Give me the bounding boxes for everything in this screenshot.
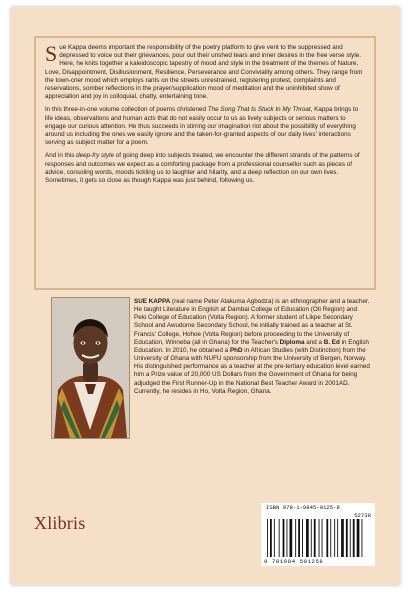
barcode-bar [314, 519, 316, 557]
barcode-bar [279, 519, 280, 557]
barcode-bar [274, 519, 275, 557]
barcode-bar [353, 519, 355, 557]
blurb-paragraph-3 [45, 152, 367, 185]
deep-fry-style: deep-fry style [76, 152, 114, 160]
barcode-bar [295, 519, 296, 557]
barcode-bar [270, 519, 272, 557]
book-title: The Song That Is Stuck In My Throat [207, 106, 311, 114]
isbn-digits: 9 781984 591258 [264, 558, 324, 565]
barcode-bar [298, 519, 300, 557]
blurb-paragraph-2 [45, 106, 367, 147]
bio-diploma: Diploma [279, 338, 305, 346]
barcode-bar [283, 519, 285, 557]
author-portrait-illustration [52, 298, 129, 438]
barcode-bar [326, 519, 328, 557]
author-bio [134, 298, 370, 396]
barcode-bar [362, 519, 363, 557]
barcode-bar [311, 519, 312, 557]
barcode-bar [350, 519, 351, 557]
barcode-bar [334, 519, 335, 557]
blurb-paragraph-1 [45, 41, 367, 101]
barcode-bar [267, 519, 268, 557]
barcode-bars [267, 519, 369, 557]
publisher-logo: Xlibris [34, 513, 86, 533]
barcode-bar [302, 519, 303, 557]
isbn-barcode [261, 503, 375, 566]
barcode-bar [287, 519, 288, 557]
bio-phd: PhD [229, 346, 243, 354]
bio-text-1: (real name Peter Atakuma Agbodza) is an ethnographer and a teacher. He taught Literature in English at Dambai College of Education (Oti Region) and Peki College of Education (Volta Region). A former student of Likpe Secondary School and Awudome Secondary School, he initially trained as a teacher at St. Francis' College, Hohoe (Volta Region) before proceeding to the University of Education, Winneba (all in Ghana) for the Teacher's [134, 298, 370, 346]
blurb [45, 41, 367, 190]
barcode-bar [319, 519, 320, 557]
blurb-paragraph-2-end: , Kappa brings to life ideas, observations and human acts that do not easily occur to us as lively subjects or serious matters to engage our curious attention. He thus succeeds in stirring our imagination riot about the possibility of everything around us including the ones we easily ignore and the taken-for-granted aspects of our daily lives' interactions serving as subject matter for a poem. [45, 106, 359, 147]
bio-bed: B. Ed [323, 338, 340, 346]
bio-text-3: in English Education. In 2010, he obtained a [134, 338, 369, 354]
barcode-bar [341, 519, 344, 557]
barcode-bar [346, 519, 348, 557]
barcode-bar [337, 519, 338, 557]
barcode-bar [306, 519, 309, 557]
barcode-bar [322, 519, 323, 557]
barcode-bar [357, 519, 360, 557]
author-name: SUE KAPPA [134, 298, 171, 305]
blurb-paragraph-3-end: of going deep into subjects treated, we encounter the different strands of the patterns of responses and outcomes we expect as a comforting package from a professional counsellor such as pieces of advice, consoling words, moods tickling us to laughter and hilarity, and a deep reflection on our own lives. Sometimes, it gets so close as though Kappa was just behind, following us. [45, 152, 360, 185]
blurb-paragraph-3-start: And in this [45, 152, 77, 160]
price-code: 52738 [354, 512, 371, 519]
bio-text-2: and a [304, 338, 324, 346]
author-photo [51, 297, 130, 439]
blurb-paragraph-2-start: In this three-in-one volume collection of poems christened [45, 106, 208, 114]
barcode-bar [330, 519, 331, 557]
drop-cap: S [45, 41, 58, 66]
barcode-bar [290, 519, 293, 557]
isbn-label: ISBN 978-1-9845-9125-8 [266, 504, 340, 511]
blurb-paragraph-1-text: ue Kappa deems important the responsibility of the poetry platform to give vent to the suppressed and depressed to voice out their grievances, pour out their unshed tears and inner desires in the free verse style. Here, he knits together a kaleidoscopic tapestry of mood and style in the treatment of the themes of Nature, Love, Disappointment, Disillusionment, Resilience, Perseverance and Conviviality among others. They range from the town-crier mood which employs rants on the streets unrestrained, registering protest, complaints and reservations, somber reflections in the prayer/supplication mood of meditation and the uninhibited show of appreciation and joy in colloquial, chatty, entertaining tone. [45, 44, 363, 101]
bio-text-4: in African Studies (with Distinction) from the University of Ghana with NUFU sponsorship from the University of Bergen, Norway. His distinguished performance as a teacher at the pre-tertiary education level earned him a Prize value of 20,000 US Dollars from the Government of Ghana for being adjudged the First Runner-Up in the National Best Teacher Award in 2001AD. Currently, he resides in Ho, Volta Region, Ghana. [134, 346, 370, 395]
